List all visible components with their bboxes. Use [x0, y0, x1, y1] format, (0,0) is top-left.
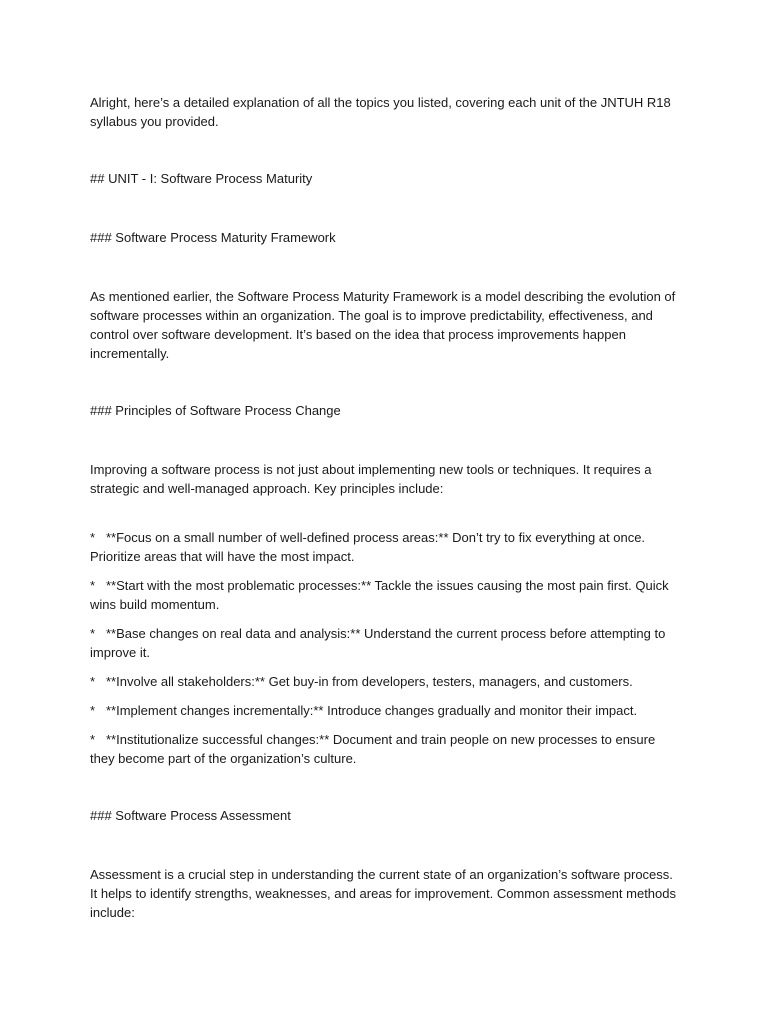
principles-list [90, 528, 680, 768]
bullet-marker: * [90, 626, 96, 641]
section-body-process-assessment: Assessment is a crucial step in understanding the current state of an organization’s software process. It helps to identify strengths, weaknesses, and areas for improvement. Common assessment methods include: [90, 867, 676, 920]
list-item-text: **Focus on a small number of well-defined process areas:** Don’t try to fix everything at once. Prioritize areas that will have the most impact. [90, 530, 646, 564]
list-item [90, 701, 680, 720]
bullet-marker: * [90, 703, 96, 718]
bullet-marker: * [90, 732, 96, 747]
list-item-text: **Implement changes incrementally:** Introduce changes gradually and monitor their impact. [106, 703, 638, 718]
section-heading-process-change: ### Principles of Software Process Change [90, 403, 341, 418]
section-body-maturity-framework: As mentioned earlier, the Software Process Maturity Framework is a model describing the evolution of software processes within an organization. The goal is to improve predictability, effectiveness, and control over software development. It’s based on the idea that process improvements happen incrementally. [90, 289, 676, 361]
list-item [90, 672, 680, 691]
list-item-text: **Involve all stakeholders:** Get buy-in from developers, testers, managers, and customers. [106, 674, 633, 689]
section-body-process-change: Improving a software process is not just about implementing new tools or techniques. It requires a strategic and well-managed approach. Key principles include: [90, 462, 652, 496]
intro-paragraph: Alright, here’s a detailed explanation of all the topics you listed, covering each unit of the JNTUH R18 syllabus you provided. [90, 95, 671, 129]
list-item-text: **Base changes on real data and analysis:** Understand the current process before attempting to improve it. [90, 626, 666, 660]
list-item [90, 624, 680, 662]
bullet-marker: * [90, 578, 96, 593]
document-body [90, 93, 680, 960]
bullet-marker: * [90, 530, 96, 545]
section-heading-process-assessment: ### Software Process Assessment [90, 808, 291, 823]
list-item-text: **Start with the most problematic processes:** Tackle the issues causing the most pain first. Quick wins build momentum. [90, 578, 669, 612]
list-item [90, 576, 680, 614]
unit-heading: ## UNIT - I: Software Process Maturity [90, 171, 313, 186]
list-item-text: **Institutionalize successful changes:** Document and train people on new processes to ensure they become part of the organization’s culture. [90, 732, 656, 766]
list-item [90, 528, 680, 566]
bullet-marker: * [90, 674, 96, 689]
list-item [90, 730, 680, 768]
section-heading-maturity-framework: ### Software Process Maturity Framework [90, 230, 336, 245]
